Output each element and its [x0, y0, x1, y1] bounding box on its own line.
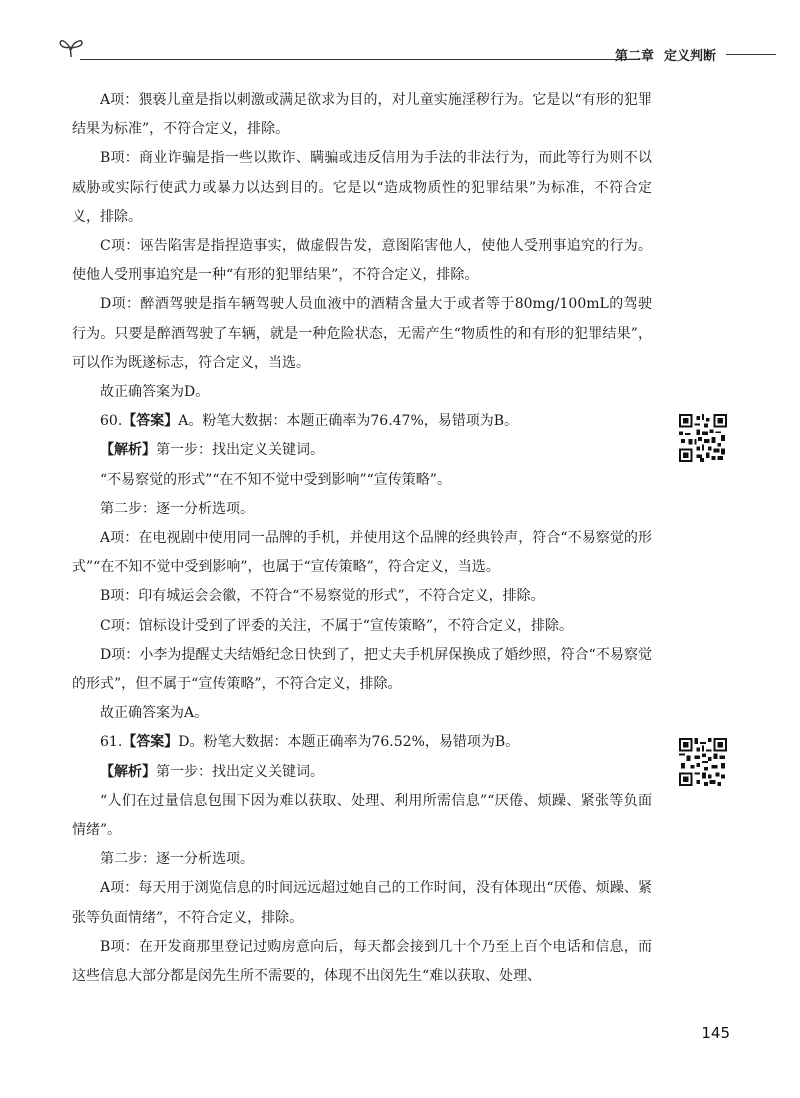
q60-analysis [72, 436, 652, 465]
header-chapter-info [615, 44, 776, 64]
q61-option-b: B项：在开发商那里登记过购房意向后，每天都会接到几十个乃至上百个电话和信息，而这些信息大部分都是闵先生所不需要的，体现不出闵先生“难以获取、处理、 [72, 938, 652, 985]
q61-analysis [72, 758, 652, 787]
q60-answer [72, 407, 652, 436]
q60-analysis-tag: 【解析】 [100, 442, 156, 459]
page-header [58, 26, 776, 66]
q60-keywords: “不易察觉的形式”“在不知不觉中受到影响”“宣传策略”。 [100, 471, 451, 488]
qr-code-icon [679, 738, 727, 786]
qr-code-q61[interactable] [679, 738, 727, 786]
q60-option-b: B项：印有城运会会徽，不符合“不易察觉的形式”，不符合定义，排除。 [100, 588, 545, 605]
q61-answer-text: D。粉笔大数据：本题正确率为76.52%，易错项为B。 [178, 734, 520, 751]
q60-answer-text: A。粉笔大数据：本题正确率为76.47%，易错项为B。 [178, 413, 519, 430]
section-label: 定义判断 [663, 48, 716, 64]
q61-step2: 第二步：逐一分析选项。 [100, 851, 254, 868]
header-right-rule [726, 54, 776, 55]
paragraph-option-c: C项：诬告陷害是指捏造事实，做虚假告发，意图陷害他人，使他人受刑事追究的行为。使他人受刑事追究是一种“有形的犯罪结果”，不符合定义，排除。 [72, 238, 652, 284]
q60-option-a: A项：在电视剧中使用同一品牌的手机，并使用这个品牌的经典铃声，符合“不易察觉的形式”“在不知不觉中受到影响”，也属于“宣传策略”，符合定义，当选。 [72, 530, 652, 576]
paragraph-option-b: B项：商业诈骗是指一些以欺诈、瞒骗或违反信用为手法的非法行为，而此等行为则不以威胁或实际行使武力或暴力以达到目的。它是以“造成物质性的犯罪结果”为标准，不符合定义，排除。 [72, 150, 652, 225]
page-body [72, 86, 652, 991]
q60-answer-tag: 【答案】 [122, 413, 179, 430]
qr-code-q60[interactable] [679, 414, 727, 462]
q60-analysis-text: 第一步：找出定义关键词。 [156, 442, 324, 459]
sprout-icon [58, 36, 84, 58]
chapter-label: 第二章 [614, 48, 654, 64]
q61-answer-tag: 【答案】 [122, 734, 179, 751]
paragraph-conclusion: 故正确答案为D。 [100, 384, 210, 401]
page-number: 145 [701, 1024, 730, 1042]
q61-analysis-tag: 【解析】 [100, 763, 156, 780]
q60-number: 60. [100, 413, 123, 430]
q60-option-c: C项：馆标设计受到了评委的关注，不属于“宣传策略”，不符合定义，排除。 [100, 617, 574, 634]
q60-step2: 第二步：逐一分析选项。 [100, 500, 254, 517]
q61-option-a: A项：每天用于浏览信息的时间远远超过她自己的工作时间，没有体现出“厌倦、烦躁、紧张等负面情绪”，不符合定义，排除。 [72, 880, 652, 926]
header-rule [80, 59, 640, 60]
qr-code-icon [679, 414, 727, 462]
paragraph-option-a: A项：猥亵儿童是指以刺激或满足欲求为目的，对儿童实施淫秽行为。它是以“有形的犯罪结果为标准”，不符合定义，排除。 [72, 92, 652, 138]
q60-conclusion: 故正确答案为A。 [100, 705, 209, 722]
q61-keywords: “人们在过量信息包围下因为难以获取、处理、利用所需信息”“厌倦、烦躁、紧张等负面情绪”。 [72, 792, 652, 839]
q61-answer [72, 728, 652, 757]
paragraph-option-d: D项：醉酒驾驶是指车辆驾驶人员血液中的酒精含量大于或者等于80mg/100mL的驾驶行为。只要是醉酒驾驶了车辆，就是一种危险状态，无需产生“物质性的和有形的犯罪结果”，可以作为既遂标志，符合定义，当选。 [72, 296, 652, 371]
q60-option-d: D项：小李为提醒丈夫结婚纪念日快到了，把丈夫手机屏保换成了婚纱照，符合“不易察觉的形式”，但不属于“宣传策略”，不符合定义，排除。 [72, 646, 652, 693]
q61-number: 61. [100, 734, 123, 751]
q61-analysis-text: 第一步：找出定义关键词。 [156, 763, 324, 780]
